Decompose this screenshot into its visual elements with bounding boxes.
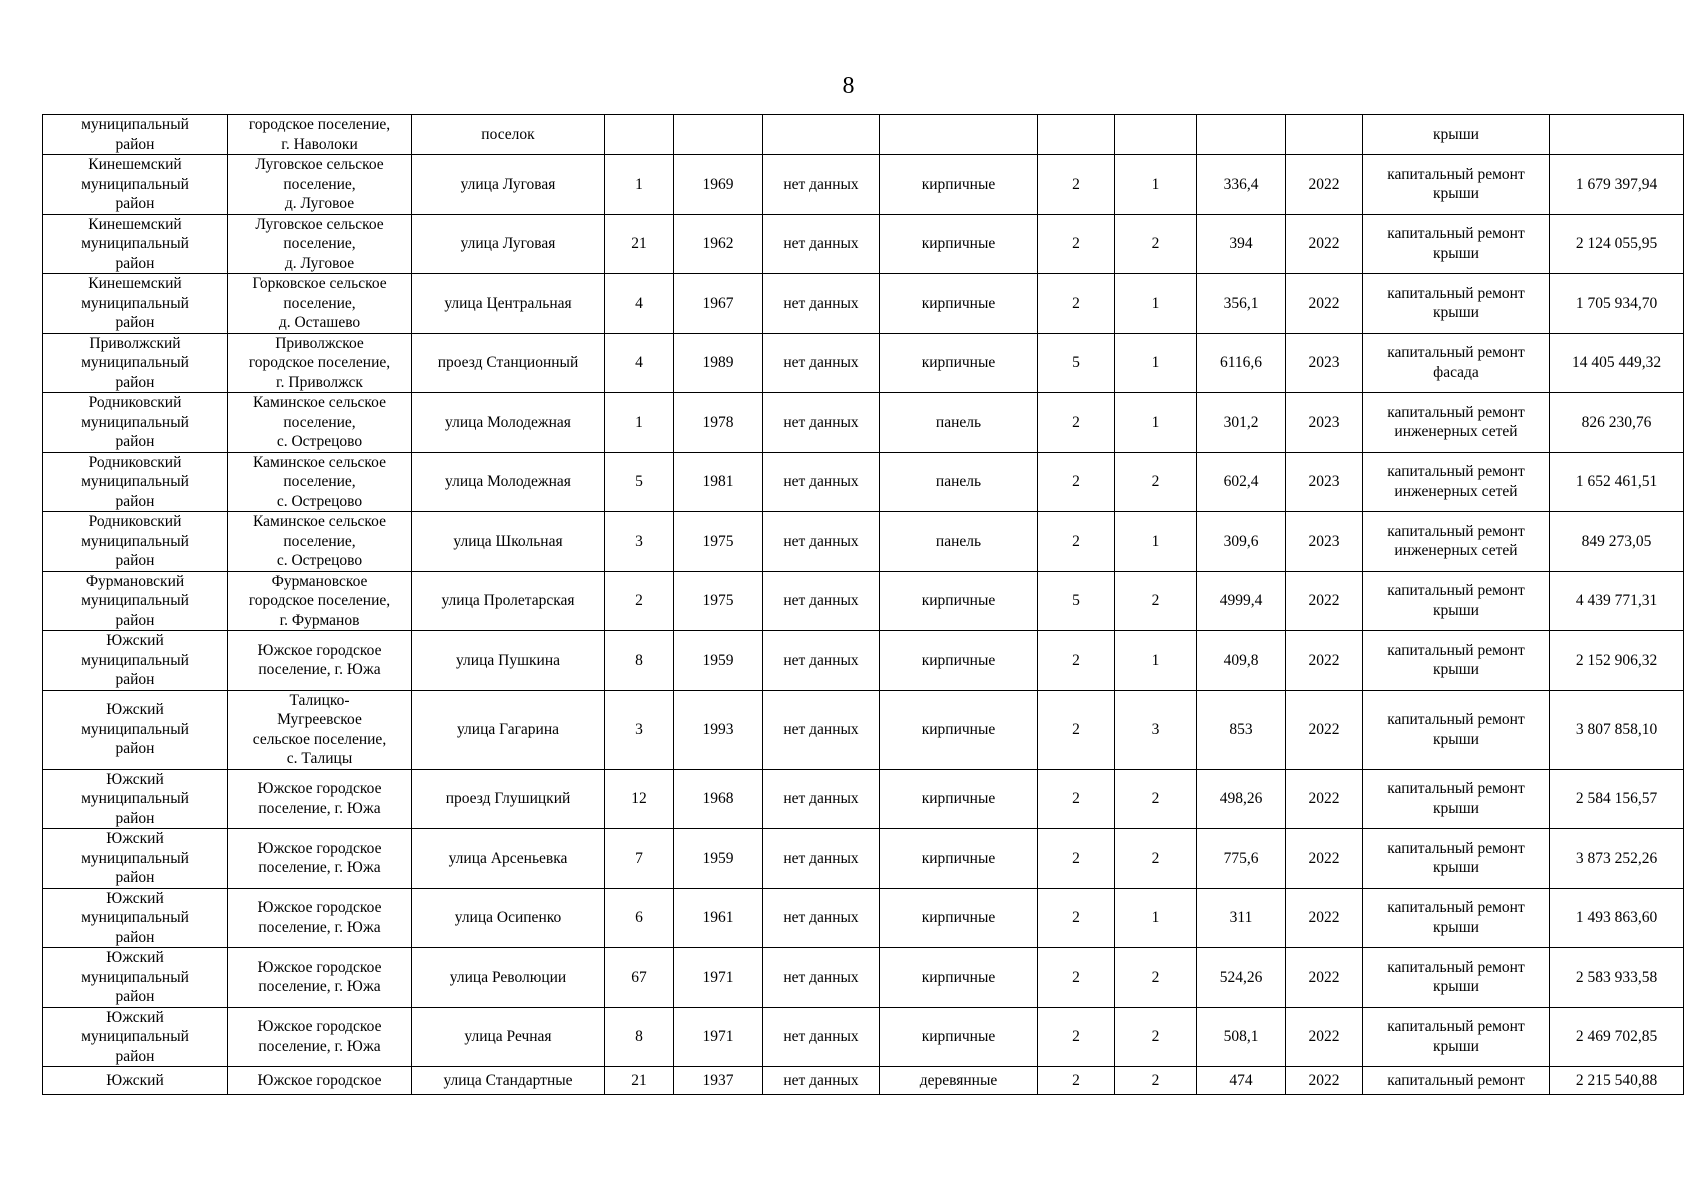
- plan-year-cell: 2023: [1286, 512, 1363, 572]
- house-number-cell: 6: [605, 888, 674, 948]
- commission-year-cell: нет данных: [763, 1007, 880, 1067]
- floors-cell: 2: [1038, 948, 1115, 1008]
- floors-cell: 2: [1038, 1007, 1115, 1067]
- entrances-cell: 1: [1115, 274, 1197, 334]
- street-cell: улица Центральная: [412, 274, 605, 334]
- area-cell: 356,1: [1197, 274, 1286, 334]
- commission-year-cell: нет данных: [763, 452, 880, 512]
- street-cell: улица Революции: [412, 948, 605, 1008]
- build-year-cell: 1959: [674, 631, 763, 691]
- entrances-cell: 1: [1115, 393, 1197, 453]
- build-year-cell: 1967: [674, 274, 763, 334]
- build-year-cell: 1961: [674, 888, 763, 948]
- build-year-cell: 1978: [674, 393, 763, 453]
- build-year-cell: 1969: [674, 155, 763, 215]
- plan-year-cell: 2022: [1286, 829, 1363, 889]
- floors-cell: 2: [1038, 452, 1115, 512]
- entrances-cell: 2: [1115, 452, 1197, 512]
- area-cell: 394: [1197, 214, 1286, 274]
- house-number-cell: 3: [605, 690, 674, 769]
- plan-year-cell: 2022: [1286, 1067, 1363, 1095]
- work-type-cell: капитальный ремонт крыши: [1363, 1007, 1550, 1067]
- entrances-cell: 2: [1115, 769, 1197, 829]
- build-year-cell: 1962: [674, 214, 763, 274]
- cost-cell: 3 807 858,10: [1550, 690, 1684, 769]
- plan-year-cell: 2023: [1286, 333, 1363, 393]
- street-cell: улица Пролетарская: [412, 571, 605, 631]
- district-cell: Южский муниципальный район: [43, 769, 228, 829]
- settlement-cell: Южское городское поселение, г. Южа: [228, 1007, 412, 1067]
- cost-cell: 1 679 397,94: [1550, 155, 1684, 215]
- wall-material-cell: панель: [880, 393, 1038, 453]
- street-cell: улица Речная: [412, 1007, 605, 1067]
- commission-year-cell: нет данных: [763, 571, 880, 631]
- table-row: [43, 393, 1684, 453]
- cost-cell: 2 583 933,58: [1550, 948, 1684, 1008]
- plan-year-cell: 2022: [1286, 1007, 1363, 1067]
- entrances-cell: 1: [1115, 155, 1197, 215]
- commission-year-cell: нет данных: [763, 333, 880, 393]
- entrances-cell: 3: [1115, 690, 1197, 769]
- area-cell: 301,2: [1197, 393, 1286, 453]
- district-cell: Южский муниципальный район: [43, 690, 228, 769]
- settlement-cell: Луговское сельское поселение, д. Луговое: [228, 155, 412, 215]
- build-year-cell: 1968: [674, 769, 763, 829]
- entrances-cell: 2: [1115, 214, 1197, 274]
- plan-year-cell: 2022: [1286, 948, 1363, 1008]
- table-row: [43, 115, 1684, 155]
- house-number-cell: 4: [605, 274, 674, 334]
- cost-cell: 2 469 702,85: [1550, 1007, 1684, 1067]
- street-cell: улица Осипенко: [412, 888, 605, 948]
- table-row: [43, 631, 1684, 691]
- area-cell: 336,4: [1197, 155, 1286, 215]
- cost-cell: 2 152 906,32: [1550, 631, 1684, 691]
- house-number-cell: 5: [605, 452, 674, 512]
- work-type-cell: капитальный ремонт крыши: [1363, 571, 1550, 631]
- district-cell: Кинешемский муниципальный район: [43, 214, 228, 274]
- plan-year-cell: 2022: [1286, 631, 1363, 691]
- area-cell: 775,6: [1197, 829, 1286, 889]
- work-type-cell: капитальный ремонт крыши: [1363, 274, 1550, 334]
- settlement-cell: Южское городское: [228, 1067, 412, 1095]
- table-row: [43, 155, 1684, 215]
- plan-year-cell: 2022: [1286, 571, 1363, 631]
- area-cell: 409,8: [1197, 631, 1286, 691]
- floors-cell: 2: [1038, 274, 1115, 334]
- settlement-cell: Каминское сельское поселение, с. Острецово: [228, 512, 412, 572]
- cost-cell: 14 405 449,32: [1550, 333, 1684, 393]
- wall-material-cell: кирпичные: [880, 214, 1038, 274]
- street-cell: улица Пушкина: [412, 631, 605, 691]
- district-cell: Южский муниципальный район: [43, 1007, 228, 1067]
- work-type-cell: капитальный ремонт инженерных сетей: [1363, 393, 1550, 453]
- settlement-cell: Южское городское поселение, г. Южа: [228, 769, 412, 829]
- wall-material-cell: кирпичные: [880, 155, 1038, 215]
- settlement-cell: городское поселение, г. Наволоки: [228, 115, 412, 155]
- house-number-cell: 8: [605, 631, 674, 691]
- district-cell: Родниковский муниципальный район: [43, 512, 228, 572]
- work-type-cell: крыши: [1363, 115, 1550, 155]
- district-cell: Южский муниципальный район: [43, 948, 228, 1008]
- floors-cell: 2: [1038, 512, 1115, 572]
- wall-material-cell: кирпичные: [880, 888, 1038, 948]
- house-number-cell: 4: [605, 333, 674, 393]
- cost-cell: 3 873 252,26: [1550, 829, 1684, 889]
- house-number-cell: 1: [605, 155, 674, 215]
- house-number-cell: 21: [605, 1067, 674, 1095]
- wall-material-cell: кирпичные: [880, 571, 1038, 631]
- area-cell: 524,26: [1197, 948, 1286, 1008]
- area-cell: 474: [1197, 1067, 1286, 1095]
- work-type-cell: капитальный ремонт фасада: [1363, 333, 1550, 393]
- build-year-cell: 1971: [674, 1007, 763, 1067]
- wall-material-cell: панель: [880, 512, 1038, 572]
- build-year-cell: 1975: [674, 512, 763, 572]
- entrances-cell: 1: [1115, 888, 1197, 948]
- entrances-cell: 2: [1115, 1067, 1197, 1095]
- plan-year-cell: 2022: [1286, 769, 1363, 829]
- plan-year-cell: 2022: [1286, 888, 1363, 948]
- commission-year-cell: [763, 115, 880, 155]
- work-type-cell: капитальный ремонт инженерных сетей: [1363, 512, 1550, 572]
- entrances-cell: 1: [1115, 333, 1197, 393]
- entrances-cell: 1: [1115, 631, 1197, 691]
- district-cell: муниципальный район: [43, 115, 228, 155]
- district-cell: Кинешемский муниципальный район: [43, 155, 228, 215]
- commission-year-cell: нет данных: [763, 948, 880, 1008]
- settlement-cell: Горковское сельское поселение, д. Осташево: [228, 274, 412, 334]
- district-cell: Южский: [43, 1067, 228, 1095]
- commission-year-cell: нет данных: [763, 274, 880, 334]
- house-number-cell: 3: [605, 512, 674, 572]
- district-cell: Южский муниципальный район: [43, 888, 228, 948]
- table-row: [43, 274, 1684, 334]
- commission-year-cell: нет данных: [763, 214, 880, 274]
- entrances-cell: 2: [1115, 571, 1197, 631]
- floors-cell: [1038, 115, 1115, 155]
- street-cell: улица Школьная: [412, 512, 605, 572]
- commission-year-cell: нет данных: [763, 512, 880, 572]
- housing-repair-table: [42, 114, 1684, 1095]
- house-number-cell: 1: [605, 393, 674, 453]
- table-row: [43, 214, 1684, 274]
- area-cell: 508,1: [1197, 1007, 1286, 1067]
- cost-cell: 2 215 540,88: [1550, 1067, 1684, 1095]
- area-cell: 311: [1197, 888, 1286, 948]
- area-cell: 309,6: [1197, 512, 1286, 572]
- street-cell: проезд Станционный: [412, 333, 605, 393]
- house-number-cell: 7: [605, 829, 674, 889]
- build-year-cell: 1981: [674, 452, 763, 512]
- cost-cell: [1550, 115, 1684, 155]
- area-cell: 498,26: [1197, 769, 1286, 829]
- wall-material-cell: панель: [880, 452, 1038, 512]
- floors-cell: 2: [1038, 214, 1115, 274]
- plan-year-cell: 2022: [1286, 155, 1363, 215]
- wall-material-cell: кирпичные: [880, 631, 1038, 691]
- wall-material-cell: кирпичные: [880, 829, 1038, 889]
- area-cell: 602,4: [1197, 452, 1286, 512]
- wall-material-cell: кирпичные: [880, 948, 1038, 1008]
- table-row: [43, 1067, 1684, 1095]
- commission-year-cell: нет данных: [763, 829, 880, 889]
- entrances-cell: 2: [1115, 948, 1197, 1008]
- wall-material-cell: кирпичные: [880, 690, 1038, 769]
- area-cell: 4999,4: [1197, 571, 1286, 631]
- work-type-cell: капитальный ремонт крыши: [1363, 690, 1550, 769]
- district-cell: Приволжский муниципальный район: [43, 333, 228, 393]
- work-type-cell: капитальный ремонт крыши: [1363, 631, 1550, 691]
- cost-cell: 1 652 461,51: [1550, 452, 1684, 512]
- street-cell: проезд Глушицкий: [412, 769, 605, 829]
- settlement-cell: Южское городское поселение, г. Южа: [228, 631, 412, 691]
- work-type-cell: капитальный ремонт крыши: [1363, 948, 1550, 1008]
- street-cell: улица Луговая: [412, 214, 605, 274]
- house-number-cell: 12: [605, 769, 674, 829]
- table-row: [43, 333, 1684, 393]
- district-cell: Кинешемский муниципальный район: [43, 274, 228, 334]
- district-cell: Фурмановский муниципальный район: [43, 571, 228, 631]
- cost-cell: 849 273,05: [1550, 512, 1684, 572]
- entrances-cell: 2: [1115, 1007, 1197, 1067]
- area-cell: [1197, 115, 1286, 155]
- floors-cell: 2: [1038, 155, 1115, 215]
- work-type-cell: капитальный ремонт инженерных сетей: [1363, 452, 1550, 512]
- wall-material-cell: кирпичные: [880, 274, 1038, 334]
- settlement-cell: Талицко- Мугреевское сельское поселение, с. Талицы: [228, 690, 412, 769]
- floors-cell: 2: [1038, 393, 1115, 453]
- commission-year-cell: нет данных: [763, 769, 880, 829]
- house-number-cell: [605, 115, 674, 155]
- plan-year-cell: 2022: [1286, 690, 1363, 769]
- build-year-cell: 1971: [674, 948, 763, 1008]
- street-cell: улица Арсеньевка: [412, 829, 605, 889]
- entrances-cell: 2: [1115, 829, 1197, 889]
- work-type-cell: капитальный ремонт крыши: [1363, 155, 1550, 215]
- table-row: [43, 769, 1684, 829]
- commission-year-cell: нет данных: [763, 393, 880, 453]
- house-number-cell: 21: [605, 214, 674, 274]
- area-cell: 6116,6: [1197, 333, 1286, 393]
- plan-year-cell: [1286, 115, 1363, 155]
- commission-year-cell: нет данных: [763, 155, 880, 215]
- floors-cell: 2: [1038, 888, 1115, 948]
- cost-cell: 1 493 863,60: [1550, 888, 1684, 948]
- build-year-cell: 1959: [674, 829, 763, 889]
- plan-year-cell: 2022: [1286, 274, 1363, 334]
- commission-year-cell: нет данных: [763, 888, 880, 948]
- work-type-cell: капитальный ремонт: [1363, 1067, 1550, 1095]
- district-cell: Родниковский муниципальный район: [43, 393, 228, 453]
- cost-cell: 2 124 055,95: [1550, 214, 1684, 274]
- district-cell: Родниковский муниципальный район: [43, 452, 228, 512]
- table-row: [43, 690, 1684, 769]
- entrances-cell: 1: [1115, 512, 1197, 572]
- commission-year-cell: нет данных: [763, 690, 880, 769]
- table-row: [43, 888, 1684, 948]
- settlement-cell: Каминское сельское поселение, с. Острецово: [228, 452, 412, 512]
- table-row: [43, 452, 1684, 512]
- wall-material-cell: [880, 115, 1038, 155]
- street-cell: улица Молодежная: [412, 393, 605, 453]
- floors-cell: 2: [1038, 690, 1115, 769]
- work-type-cell: капитальный ремонт крыши: [1363, 214, 1550, 274]
- table-row: [43, 571, 1684, 631]
- plan-year-cell: 2023: [1286, 393, 1363, 453]
- plan-year-cell: 2023: [1286, 452, 1363, 512]
- table-row: [43, 948, 1684, 1008]
- wall-material-cell: кирпичные: [880, 769, 1038, 829]
- work-type-cell: капитальный ремонт крыши: [1363, 829, 1550, 889]
- settlement-cell: Фурмановское городское поселение, г. Фурманов: [228, 571, 412, 631]
- settlement-cell: Каминское сельское поселение, с. Острецово: [228, 393, 412, 453]
- house-number-cell: 2: [605, 571, 674, 631]
- floors-cell: 2: [1038, 1067, 1115, 1095]
- table-row: [43, 829, 1684, 889]
- build-year-cell: 1989: [674, 333, 763, 393]
- wall-material-cell: деревянные: [880, 1067, 1038, 1095]
- wall-material-cell: кирпичные: [880, 1007, 1038, 1067]
- floors-cell: 5: [1038, 571, 1115, 631]
- settlement-cell: Южское городское поселение, г. Южа: [228, 948, 412, 1008]
- street-cell: улица Стандартные: [412, 1067, 605, 1095]
- table-row: [43, 1007, 1684, 1067]
- street-cell: улица Гагарина: [412, 690, 605, 769]
- cost-cell: 2 584 156,57: [1550, 769, 1684, 829]
- table-row: [43, 512, 1684, 572]
- plan-year-cell: 2022: [1286, 214, 1363, 274]
- floors-cell: 5: [1038, 333, 1115, 393]
- settlement-cell: Приволжское городское поселение, г. Приволжск: [228, 333, 412, 393]
- floors-cell: 2: [1038, 769, 1115, 829]
- table-body: [43, 115, 1684, 1095]
- floors-cell: 2: [1038, 829, 1115, 889]
- page-number: 8: [842, 73, 855, 99]
- cost-cell: 1 705 934,70: [1550, 274, 1684, 334]
- build-year-cell: 1993: [674, 690, 763, 769]
- street-cell: поселок: [412, 115, 605, 155]
- cost-cell: 826 230,76: [1550, 393, 1684, 453]
- build-year-cell: [674, 115, 763, 155]
- work-type-cell: капитальный ремонт крыши: [1363, 888, 1550, 948]
- floors-cell: 2: [1038, 631, 1115, 691]
- district-cell: Южский муниципальный район: [43, 631, 228, 691]
- house-number-cell: 67: [605, 948, 674, 1008]
- settlement-cell: Южское городское поселение, г. Южа: [228, 829, 412, 889]
- wall-material-cell: кирпичные: [880, 333, 1038, 393]
- cost-cell: 4 439 771,31: [1550, 571, 1684, 631]
- work-type-cell: капитальный ремонт крыши: [1363, 769, 1550, 829]
- district-cell: Южский муниципальный район: [43, 829, 228, 889]
- build-year-cell: 1975: [674, 571, 763, 631]
- commission-year-cell: нет данных: [763, 631, 880, 691]
- build-year-cell: 1937: [674, 1067, 763, 1095]
- commission-year-cell: нет данных: [763, 1067, 880, 1095]
- entrances-cell: [1115, 115, 1197, 155]
- settlement-cell: Луговское сельское поселение, д. Луговое: [228, 214, 412, 274]
- street-cell: улица Молодежная: [412, 452, 605, 512]
- house-number-cell: 8: [605, 1007, 674, 1067]
- street-cell: улица Луговая: [412, 155, 605, 215]
- area-cell: 853: [1197, 690, 1286, 769]
- settlement-cell: Южское городское поселение, г. Южа: [228, 888, 412, 948]
